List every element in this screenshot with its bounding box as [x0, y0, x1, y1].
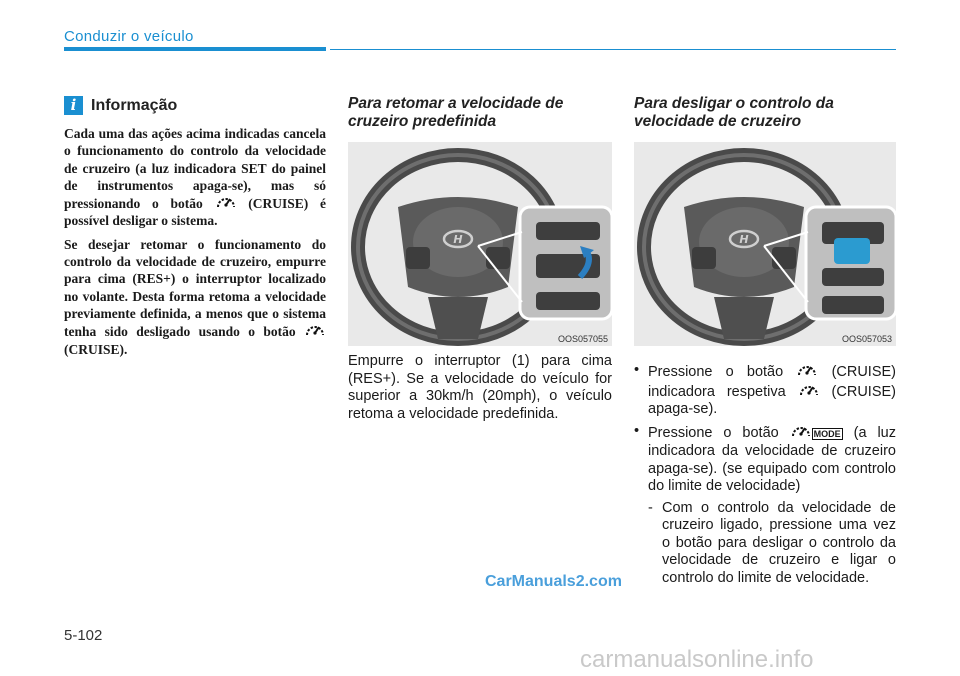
cruise-icon [304, 322, 326, 338]
list-item: • Pressione o botão (CRUISE) indicadora respetiva (CRUISE) apaga-se). [634, 362, 897, 417]
cruise-icon [796, 362, 818, 378]
section-title: Conduzir o veículo [64, 28, 194, 45]
bullet-1-text-b: (CRUISE) indicadora respetiva [648, 364, 897, 400]
figure-code: OOS057055 [557, 334, 608, 344]
bullet-1-text-c: (CRUISE) apaga-se). [648, 383, 896, 417]
info-header [64, 96, 326, 115]
bullet-2-text-a: Pressione o botão [648, 424, 779, 441]
disable-body [634, 362, 896, 587]
resume-heading: Para retomar a velocidade de cruzeiro predefinida [348, 95, 564, 130]
sub-item-text: Com o controlo da velocidade de cruzeiro ligado, pressione uma vez o botão para desligar o controlo da velocidade de cruzeiro e ligar o controlo do limite de velocidade. [662, 499, 896, 586]
list-item: - Com o controlo da velocidade de cruzeiro ligado, pressione uma vez o botão para desligar o controlo da velocidade de cruzeiro e ligar o controlo do limite de velocidade. [648, 499, 896, 586]
header-rule-thick [64, 47, 326, 51]
header-rule-thin [330, 49, 896, 50]
footer-site-watermark: carmanualsonline.info [580, 646, 814, 673]
info-p2-text-a: Se desejar retomar o funcionamento do controlo da velocidade de cruzeiro, empurre para cima (RES+) o interruptor localizado no volante. Desta forma retoma a velocidade previamente definida, a menos que o sistema tenha sido desligado usando o botão [64, 236, 326, 340]
info-column [64, 96, 326, 364]
cruise-icon [790, 423, 812, 439]
info-icon: i [64, 96, 83, 115]
steering-wheel-illustration [634, 142, 896, 346]
bullet-2-text-b: (a luz indicadora da velocidade de cruzeiro apaga-se). (se equipado com controlo do limite de velocidade) [648, 424, 896, 494]
info-paragraph-2 [64, 236, 326, 358]
resume-text: Empurre o interruptor (1) para cima (RES+). Se a velocidade do veículo for superior a 30km/h (20mph), o veículo retoma a velocidade predefinida. [348, 353, 612, 422]
info-p2-text-b: (CRUISE). [64, 341, 128, 357]
info-paragraph-1 [64, 125, 326, 230]
info-p1-text-a: Cada uma das ações acima indicadas cancela o funcionamento do controlo da velocidade de cruzeiro (a luz indicadora SET do painel de instrumentos apaga-se), mas só pressionando o botão [64, 126, 326, 212]
info-p1-text-b: (CRUISE) é possível desligar o sistema. [64, 196, 327, 229]
steering-wheel-figure-resume [348, 142, 612, 346]
steering-wheel-illustration [348, 142, 612, 346]
figure-code: OOS057053 [841, 334, 892, 344]
resume-body [348, 353, 612, 423]
info-title: Informação [91, 96, 178, 114]
page-number: 5-102 [64, 627, 103, 644]
bullet-1-text-a: Pressione o botão [648, 364, 784, 380]
list-item: • Pressione o botão MODE (a luz indicadora da velocidade de cruzeiro apaga-se). (se equipado com controlo do limite de velocidade) [634, 422, 896, 494]
cruise-mode-icon [790, 425, 854, 441]
resume-section [348, 95, 612, 131]
steering-wheel-figure-disable [634, 142, 896, 346]
cruise-icon [215, 194, 237, 210]
disable-heading: Para desligar o controlo da velocidade de cruzeiro [634, 95, 834, 130]
mode-label: MODE [813, 428, 841, 439]
cruise-icon [798, 382, 820, 398]
disable-section [634, 95, 896, 131]
watermark-link[interactable]: CarManuals2.com [485, 573, 622, 590]
